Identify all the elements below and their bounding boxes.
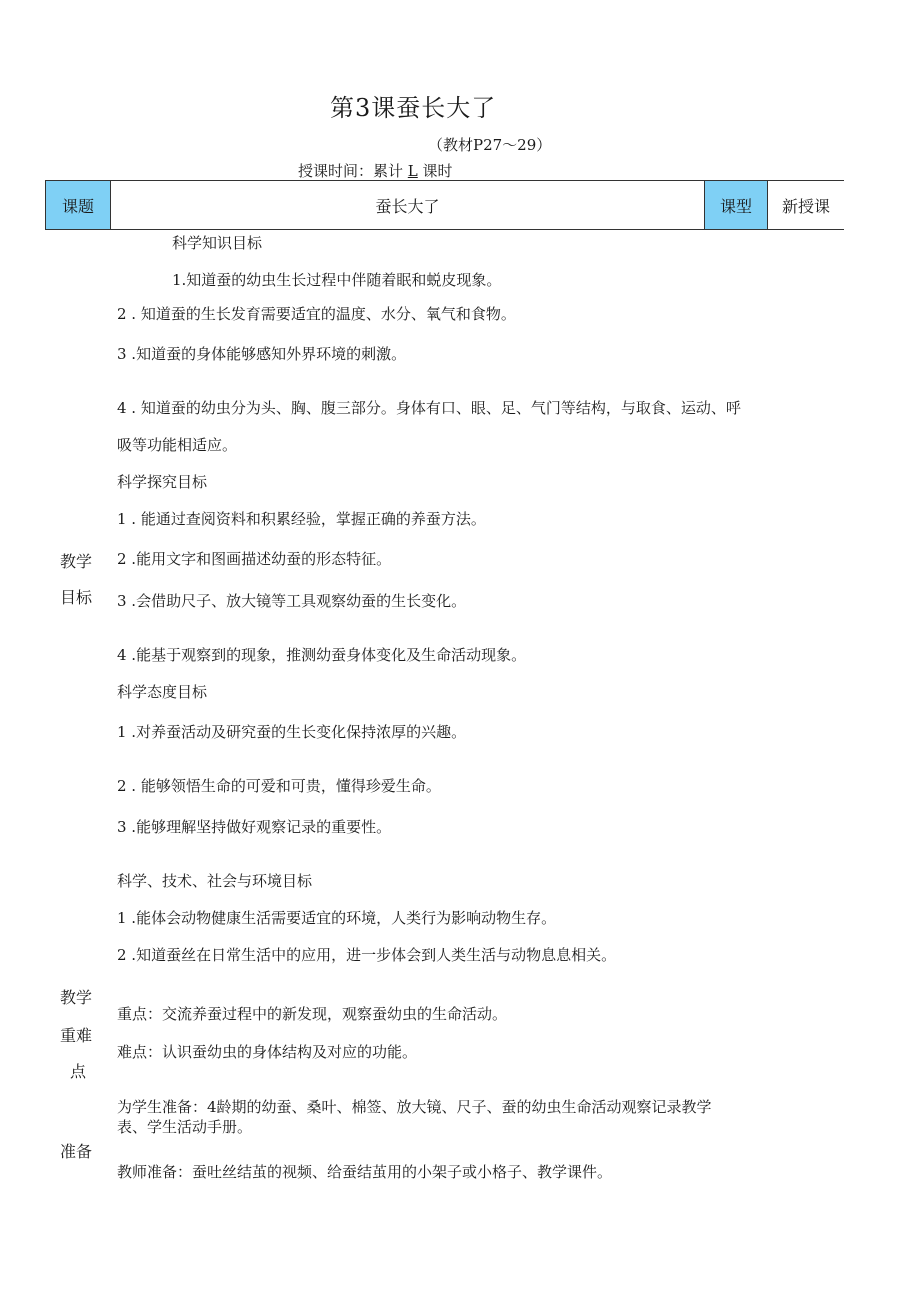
type-label-cell bbox=[704, 180, 768, 230]
teacher-prep: 教师准备：蚕吐丝结茧的视频、给蚕结茧用的小架子或小格子、教学课件。 bbox=[117, 1163, 613, 1181]
lesson-time-prefix: 授课时间：累计 bbox=[298, 162, 404, 180]
goal-line: 科学知识目标 bbox=[172, 234, 263, 252]
focus-label-1: 教学 bbox=[60, 988, 93, 1007]
topic-value-cell bbox=[111, 180, 704, 230]
topic-value: 蚕长大了 bbox=[375, 196, 440, 216]
goal-line: 2 . 知道蚕的生长发育需要适宜的温度、水分、氧气和食物。 bbox=[117, 305, 516, 323]
goal-line: 3 .知道蚕的身体能够感知外界环境的刺激。 bbox=[117, 345, 407, 363]
type-value-cell bbox=[768, 180, 844, 230]
student-prep-line-1: 为学生准备：4龄期的幼蚕、桑叶、棉签、放大镜、尺子、蚕的幼虫生命活动观察记录教学 bbox=[117, 1098, 712, 1116]
textbook-pages: （教材P27～29） bbox=[428, 136, 552, 154]
goal-line: 科学态度目标 bbox=[117, 683, 208, 701]
student-prep-line-2: 表、学生活动手册。 bbox=[117, 1118, 253, 1136]
lesson-time-value: L bbox=[407, 162, 418, 180]
goal-line: 科学探究目标 bbox=[117, 473, 208, 491]
goal-line: 1 .能体会动物健康生活需要适宜的环境，人类行为影响动物生存。 bbox=[117, 909, 557, 927]
type-label: 课型 bbox=[719, 196, 752, 216]
topic-label: 课题 bbox=[61, 196, 94, 216]
topic-label-cell bbox=[45, 180, 111, 230]
goal-line: 1 . 能通过查阅资料和积累经验，掌握正确的养蚕方法。 bbox=[117, 510, 486, 528]
goal-line: 2 .知道蚕丝在日常生活中的应用，进一步体会到人类生活与动物息息相关。 bbox=[117, 946, 617, 964]
goal-line: 3 .会借助尺子、放大镜等工具观察幼蚕的生长变化。 bbox=[117, 592, 467, 610]
goal-line: 4 .能基于观察到的现象，推测幼蚕身体变化及生命活动现象。 bbox=[117, 646, 527, 664]
page-title: 第3课蚕长大了 bbox=[330, 94, 497, 122]
table-header-bottom-border bbox=[45, 229, 844, 230]
type-value: 新授课 bbox=[781, 196, 830, 216]
goal-line: 1.知道蚕的幼虫生长过程中伴随着眠和蜕皮现象。 bbox=[172, 271, 502, 289]
goal-line: 科学、技术、社会与环境目标 bbox=[117, 872, 313, 890]
prep-label: 准备 bbox=[60, 1142, 93, 1161]
goal-line: 4 . 知道蚕的幼虫分为头、胸、腹三部分。身体有口、眼、足、气门等结构，与取食、运动、呼 bbox=[117, 399, 741, 417]
focus-label-2: 重难 bbox=[60, 1026, 93, 1045]
lesson-time-suffix: 课时 bbox=[422, 162, 453, 180]
goal-line: 2 . 能够领悟生命的可爱和可贵，懂得珍爱生命。 bbox=[117, 777, 441, 795]
goals-label-1: 教学 bbox=[60, 552, 93, 571]
goal-line: 2 .能用文字和图画描述幼蚕的形态特征。 bbox=[117, 550, 392, 568]
key-point: 重点：交流养蚕过程中的新发现，观察蚕幼虫的生命活动。 bbox=[117, 1005, 508, 1023]
goal-line: 吸等功能相适应。 bbox=[117, 436, 238, 454]
goals-label-2: 目标 bbox=[60, 588, 93, 607]
focus-label-3: 点 bbox=[70, 1062, 87, 1081]
difficult-point: 难点：认识蚕幼虫的身体结构及对应的功能。 bbox=[117, 1043, 418, 1061]
goal-line: 1 .对养蚕活动及研究蚕的生长变化保持浓厚的兴趣。 bbox=[117, 723, 467, 741]
goal-line: 3 .能够理解坚持做好观察记录的重要性。 bbox=[117, 818, 392, 836]
lesson-time bbox=[298, 160, 453, 181]
